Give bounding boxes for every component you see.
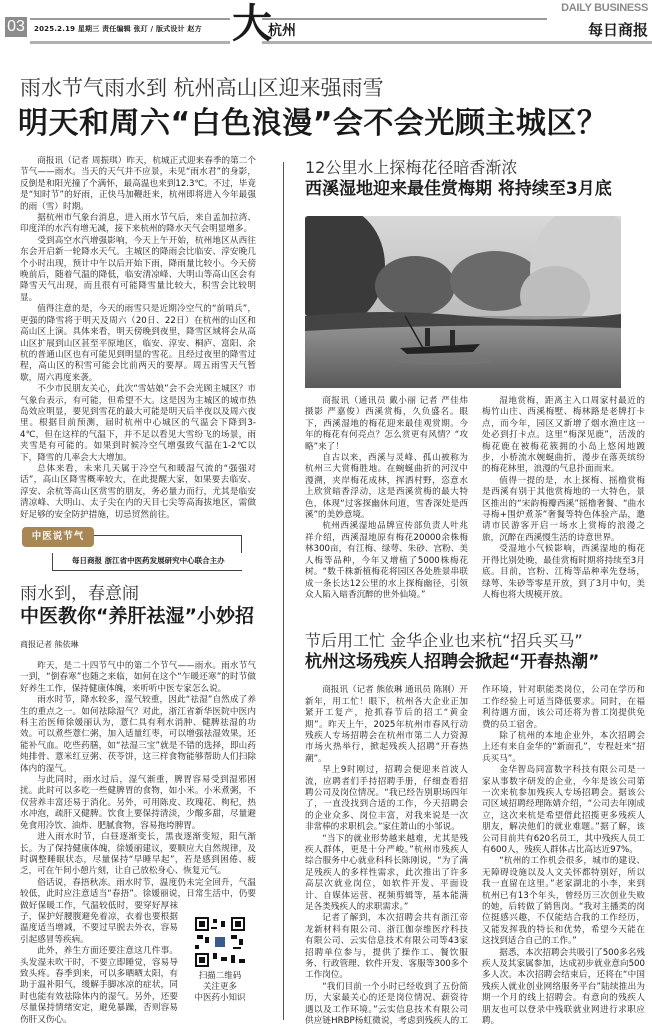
section-name: 杭州 (268, 23, 296, 39)
article-paragraph: 商报讯（记者 周振琪）昨天，杭城正式迎来春季的第二个节气——雨水。当天的天气并不应景，未见“雨水君”的身影，反倒是和阳光撞了个满怀，最高温也来到12.3℃。不过，毕竟是“知时节”的好雨，正快马加鞭赶来，杭州即将进入今年最强的雨（雪）时期。 (20, 156, 256, 212)
right-column (305, 158, 645, 1028)
plum-kicker: 12公里水上探梅花径暗香渐浓 (305, 158, 518, 177)
article-paragraph: 此外，养生方面还要注意这几件事。头发湿未吹干时，不要立即睡觉，容易导致头疼。春季到来，可以多晒晒太阳，有助于温补阳气，缓解手脚冰凉的症状，同时也能有效祛除体内的湿气。另外，还要尽量保持情绪安定，避免暴躁，否则容易伤肝又伤心。 (20, 946, 178, 1025)
plum-headline: 西溪湿地迎来最佳赏梅期 将持续至3月底 (305, 179, 612, 199)
article-paragraph: “杭州的工作机会很多，城市的建设、无障碍设施以及人文关怀都特别好，所以我一直留在这里。”老家湖北的小李，来到杭州已有13个年头，曾经历三次创业失败的她，后转做了销售岗。“我对主播类的岗位挺感兴趣，不仅能结合我的工作经历，又能发挥我的特长和优势，希望今天能在这找到适合自己的工作。” (482, 856, 645, 947)
article-paragraph: 与此同时，雨水过后，湿气渐重，脾胃容易受到湿邪困扰。此时可以多吃一些健脾胃的食物，如小米。小米煮粥，不仅营养丰富还易于消化。另外，可用陈皮、玫瑰花、枸杞，热水冲泡，疏肝又健脾。饮食上要保持清淡，少酸多甜，尽量避免食用冷饮、油炸、肥腻食物，容易拖垮脾胃。 (20, 775, 256, 831)
qr-caption (184, 971, 256, 1004)
article-paragraph: 受湿地小气候影响，西溪湿地的梅花开得比别处晚，最佳赏梅时期将持续至3月底。目前，宫粉、江梅等品种率先登场，绿萼、朱砂等零星开放，到了3月中旬，美人梅也将大规模开放。 (482, 544, 645, 600)
article-paragraph: 进入雨水时节，白昼逐渐变长，黑夜逐渐变短，阳气渐长。为了保持健康体魄，徐媛丽建议，要顺应大自然规律，及时调整睡眠状态，尽量保持“早睡早起”，若是感到困倦、疲乏，可在午间小憩片刻，让自己放松身心、恢复元气。 (20, 832, 256, 877)
article-paragraph: 商报讯（记者 熊依琳 通讯员 陈刚）开新年，用工忙！眼下，杭州各大企业正加紧开工复产，抢抓春节后的招工“黄金期”。昨天上午，2025年杭州市春风行动残疾人专场招聘会在杭州市第二人力资源市场火热举行，掀起残疾人招聘“开春热潮”。 (305, 685, 468, 764)
left-column (20, 156, 256, 1026)
article-paragraph: 受到高空水汽增强影响，今天上午开始，杭州地区从西往东会开启新一轮降水天气。主城区的降雨会比临安、淳安晚几个小时出现，预计中午以后开始下雨，降雨量比较小。今天傍晚前后，随着气温的降低，临安清凉峰、大明山等高山区会有降雪天气出现，而且很有可能降雪量比较大，积雪会比较明显。 (20, 235, 256, 303)
article-paragraph: 湿地赏梅，距离主入口周家村最近的梅竹山庄、西溪梅墅、梅林路是老牌打卡点，而今年，园区又新增了烟水渔庄这一处必到打卡点。这里“梅深见鹿”，活泼的梅花鹿在被梅花簇拥的小岛上悠闲地踱步，小桥流水婉蜒曲折，漫步在落英缤纷的梅花林里，浪漫的气息扑面而来。 (482, 396, 645, 475)
article-paragraph: 商报讯（通讯员 戴小丽 记者 严佳炜 摄影 严嘉俊）西溪赏梅，久负盛名。眼下，西溪湿地的梅花迎来最佳观赏期。今年的梅花有何亮点？怎么赏更有风情？“攻略”来了！ (305, 396, 468, 452)
lead-article-body (20, 156, 256, 521)
section-logo: 大 (232, 0, 272, 47)
article-paragraph: 除了杭州的本地企业外，本次招聘会上还有来自金华的“新面孔”，专程赶来“招兵买马”。 (482, 730, 645, 764)
article-paragraph: 俗话说，春捂秋冻。雨水时节，温度仍未完全回升，气温较低，此时应注意适当“春捂”。徐媛丽说，日常生活中，仍要做好保暖工作，气温较低时，要穿好厚袜子，保护好腰腹避免着凉，衣着也要根据温度适当增减，不要过早脱去外衣，容易引起感冒等疾病。 (20, 877, 256, 945)
lead-headline: 明天和周六“白色浪漫”会不会光顾主城区？ (18, 106, 608, 141)
qr-code[interactable] (195, 917, 245, 967)
masthead-rule (262, 41, 652, 44)
dateline: 2025.2.19 星期三 责任编辑 张玎 / 版式设计 赵方 (34, 25, 202, 33)
job-headline: 杭州这场残疾人招聘会掀起“开春热潮” (305, 652, 600, 673)
lead-kicker: 雨水节气雨水到 杭州高山区迎来强雨雪 (20, 76, 384, 100)
tcm-headline: 中医教你“养肝祛湿”小妙招 (20, 605, 254, 627)
qr-caption-line: 关注更多 (202, 982, 237, 992)
article-paragraph: 杭州西溪湿地品牌宣传部负责人叶兆祥介绍，西溪湿地原有梅花20000余株梅林300亩，有江梅、绿萼、朱砂、宫粉、美人梅等品种，今年又增植了5000株梅花树。“数千株新植梅花将园区各处胜景串联成一条长达12公里的水上探梅幽径，引领众人陷入暗香沉醉的世外仙境。” (305, 521, 468, 600)
article-paragraph: 自古以来，西溪与灵峰、孤山被称为杭州三大赏梅胜地。在蜿蜒曲折的河汊中漫溯，夹岸梅花成林，挥洒村野，恣意水上欣赏暗香浮动，这是西溪赏梅的最大特色，体现“过客探幽休问道，雪香深处是西溪”的美妙意境。 (305, 453, 468, 521)
column-badge: 中医说节气 (22, 527, 94, 547)
brand-name-cn: 每日商报 (587, 21, 648, 39)
page-number: 03 (5, 17, 27, 37)
article-paragraph: 值得注意的是，今天的雨雪只是近期冷空气的“前哨兵”，更强的降雪将于明天及周六（20日、22日）在杭州的山区和高山区上演。具体来看，明天傍晚到夜里，降雪区域将会从高山区扩展到山区甚至平原地区，临安、淳安、桐庐、富阳、余杭的普通山区也有可能见到明显的雪花。且经过夜里的降雪过程，高山区的积雪可能会比前两天的要厚。周五雨雪天气暂歇，周六再度来袭。 (20, 304, 256, 383)
article-paragraph: 据杭州市气象台消息，进入雨水节气后，来自孟加拉湾、印度洋的水汽有增无减，接下来杭州的降水天气会明显增多。 (20, 213, 256, 235)
job-article-body (305, 685, 645, 1027)
article-paragraph: 不少市民朋友关心，此次“雪姑娘”会不会光顾主城区？市气象台表示，有可能，但希望不大。这是因为主城区的城市热岛效应明显，要见到雪花的最大可能是明天后半夜以及周六夜里。根据目前预测，届时杭州中心城区的气温会下降到3-4℃，但在这样的气温下，并不足以看见大雪纷飞的场景，雨夹雪是有可能的。如果到时候冷空气增强致气温在1-2℃以下，降雪的几率会大大增加。 (20, 384, 256, 463)
article-paragraph: “我们目前一个小时已经收到了五份简历，大家最关心的还是岗位情况、薪资待遇以及工作环境。”云实信息技术有限公司供应链HRBP杨虹微说，考虑到残疾人的工作环境，针对职能类岗位，公司在学历和工作经验上可适当降低要求。同时，在福利待遇方面，该公司还将为普工岗提供免费的员工宿舍。 (305, 685, 645, 1027)
masthead-rule (262, 18, 547, 20)
article-paragraph: 金华智岛同富数字科技有限公司是一家从事数字研发的企业，今年是该公司第一次来杭参加残疾人专场招聘会。据该公司区域招聘经理陈婧介绍，“公司去年刚成立，这次来杭是希望借此招揽更多残疾人朋友，解决他们的就业难题。”据了解，该公司目前共有620名员工，其中残疾人员工有600人，残疾人群体占比高达近97%。 (482, 765, 645, 855)
tcm-kicker: 雨水到，春意闹 (20, 584, 139, 604)
article-paragraph: 雨水时节，降水较多，湿气较重，因此“祛湿”自然成了养生的重点之一。如何祛除湿气？对此，浙江省新华医院中医内科主治医师徐媛丽认为，薏仁具有利水消肿、健脾祛湿的功效。可以煮些薏仁粥，加入适量红枣，可以增强祛湿效果，还能补气血。吃些药膳，如“祛湿三宝”就是不错的选择，即山药炖排骨、薏米红豆粥、茯苓饼，这三样食物能够帮助人们扫除体内的湿气。 (20, 695, 256, 774)
article-paragraph: 据悉，本次招聘会共吸引了500多名残疾人及其家属参加，达成初步就业意向500多人次。本次招聘会结束后，还将在“中国残疾人就业创业网络服务平台”陆续推出为期一个月的线上招聘会。有意向的残疾人朋友也可以登录中残联就业网进行求职应聘。 (482, 947, 645, 1027)
brand-name-en: DAILY BUSINESS (561, 2, 648, 14)
tcm-byline: 商报记者 熊依琳 (20, 640, 79, 649)
plum-article-body (305, 396, 645, 601)
plum-blossom-photo (305, 216, 621, 388)
masthead-rule (30, 41, 230, 44)
column-divider (283, 162, 284, 1020)
qr-caption-line: 扫描二维码 (198, 971, 242, 981)
article-paragraph: “当下的就业形势越来越难，尤其是残疾人群体，更是十分严峻。”杭州市残疾人综合服务中心就业科科长陈刚说，“为了满足残疾人的多样性需求，此次推出了许多高层次就业岗位，如软件开发、平面设计、自媒体运营、视频剪辑等，基本能满足各类残疾人的求职需求。” (305, 833, 468, 913)
masthead-rule (30, 18, 230, 20)
article-paragraph: 值得一提的是，水上探梅、摇橹赏梅是西溪有别于其他赏梅地的一大特色，景区推出的“宋韵梅瓣西溪”摇橹奢餐、“曲水寻梅+围炉煮茶”奢餐等特色体验产品，邀请市民游客开启一场水上赏梅的浪漫之旅，沉醉在西溪慢生活的诗意世界。 (482, 475, 645, 543)
qr-caption-line: 中医药小知识 (194, 993, 246, 1003)
job-kicker: 节后用工忙 金华企业也来杭“招兵买马” (305, 631, 583, 651)
article-paragraph: 总体来看，未来几天属于冷空气和暖湿气流的“强强对话”，高山区降雪概率较大，在此提醒大家，如果要去临安、淳安、余杭等高山区赏雪的朋友，务必量力而行，尤其是临安清凉峰、大明山、太子尖在内的天目七尖等高海拔地区，需做好足够的安全防护措施，切忌贸然前往。 (20, 463, 256, 520)
tcm-header (20, 527, 256, 653)
article-paragraph: 早上9时刚过，招聘会便迎来首波人流，应聘者们手持招聘手册，仔细查看招聘公司及岗位情况。“我已经告别职场四年了，一直没找到合适的工作，今天招聘会的企业众多、岗位丰富，对我来说是一次非常棒的求职机会。”家住萧山的小邹说。 (305, 765, 468, 833)
article-paragraph: 昨天，是二十四节气中的第二个节气——雨水。雨水节气一到，“倒春寒”也随之来临，如何在这个“乍暖还寒”的时节做好养生工作，保持健康体魄，来听听中医专家怎么说。 (20, 661, 256, 694)
column-sponsor: 每日商报 浙江省中医药发展研究中心联合主办 (72, 556, 225, 565)
tcm-article-body (20, 661, 256, 1026)
article-paragraph: 记者了解到，本次招聘会共有浙江帝龙新材料有限公司、浙江伽奈维医疗科技有限公司、云实信息技术有限公司等43家招聘单位参与，提供了操作工、餐饮服务、行政管理、软件开发、客服等300多个工作岗位。 (305, 913, 468, 981)
qr-block (184, 911, 256, 1004)
